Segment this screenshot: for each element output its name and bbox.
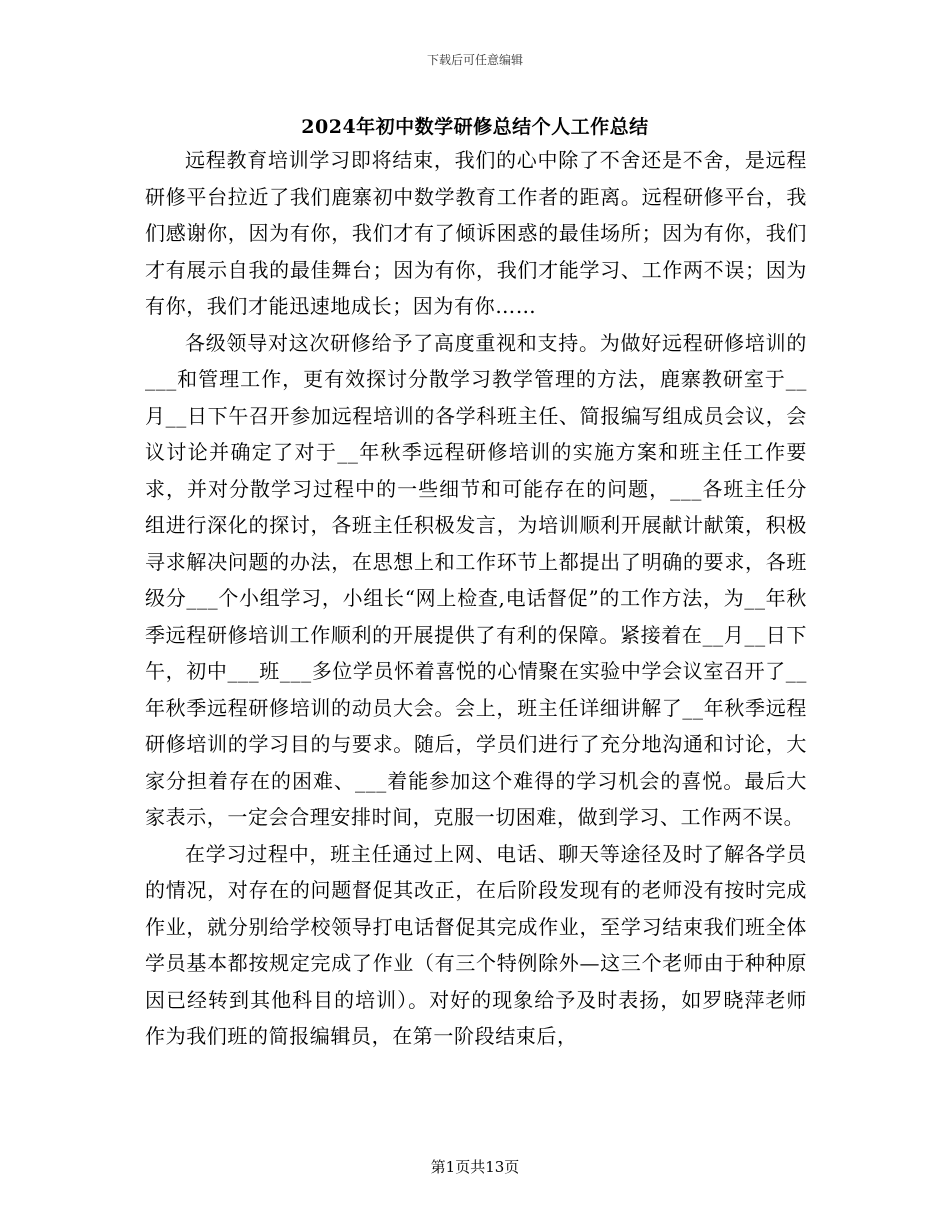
paragraph-2: 各级领导对这次研修给予了高度重视和支持。为做好远程研修培训的___和管理工作，更有效探讨分散学习教学管理的方法，鹿寨教研室于__月__日下午召开参加远程培训的各学科班主任、简报编写组成员会议，会议讨论并确定了对于__年秋季远程研修培训的实施方案和班主任工作要求，并对分散学习过程中的一些细节和可能存在的问题，___各班主任分组进行深化的探讨，各班主任积极发言，为培训顺利开展献计献策，积极寻求解决问题的办法，在思想上和工作环节上都提出了明确的要求，各班级分___个小组学习，小组长“网上检查,电话督促”的工作方法，为__年秋季远程研修培训工作顺利的开展提供了有利的保障。紧接着在__月__日下午，初中___班___多位学员怀着喜悦的心情聚在实验中学会议室召开了__年秋季远程研修培训的动员大会。会上，班主任详细讲解了__年秋季远程研修培训的学习目的与要求。随后，学员们进行了充分地沟通和讨论，大家分担着存在的困难、___着能参加这个难得的学习机会的喜悦。最后大家表示，一定会合理安排时间，克服一切困难，做到学习、工作两不误。 <box>145 330 807 829</box>
document-body <box>145 142 807 1055</box>
page-number: 第1页共13页 <box>430 1158 520 1176</box>
paragraph-1: 远程教育培训学习即将结束，我们的心中除了不舍还是不舍，是远程研修平台拉近了我们鹿寨初中数学教育工作者的距离。远程研修平台，我们感谢你，因为有你，我们才有了倾诉困惑的最佳场所；因为有你，我们才有展示自我的最佳舞台；因为有你，我们才能学习、工作两不误；因为有你，我们才能迅速地成长；因为有你…… <box>145 148 807 318</box>
page-header-note: 下载后可任意编辑 <box>426 53 523 67</box>
paragraph-3: 在学习过程中，班主任通过上网、电话、聊天等途径及时了解各学员的情况，对存在的问题督促其改正，在后阶段发现有的老师没有按时完成作业，就分别给学校领导打电话督促其完成作业，至学习结束我们班全体学员基本都按规定完成了作业（有三个特例除外—这三个老师由于种种原因已经转到其他科目的培训）。对好的现象给予及时表扬，如罗晓萍老师作为我们班的简报编辑员，在第一阶段结束后， <box>145 841 807 1048</box>
document-title: 2024年初中数学研修总结个人工作总结 <box>301 116 649 138</box>
